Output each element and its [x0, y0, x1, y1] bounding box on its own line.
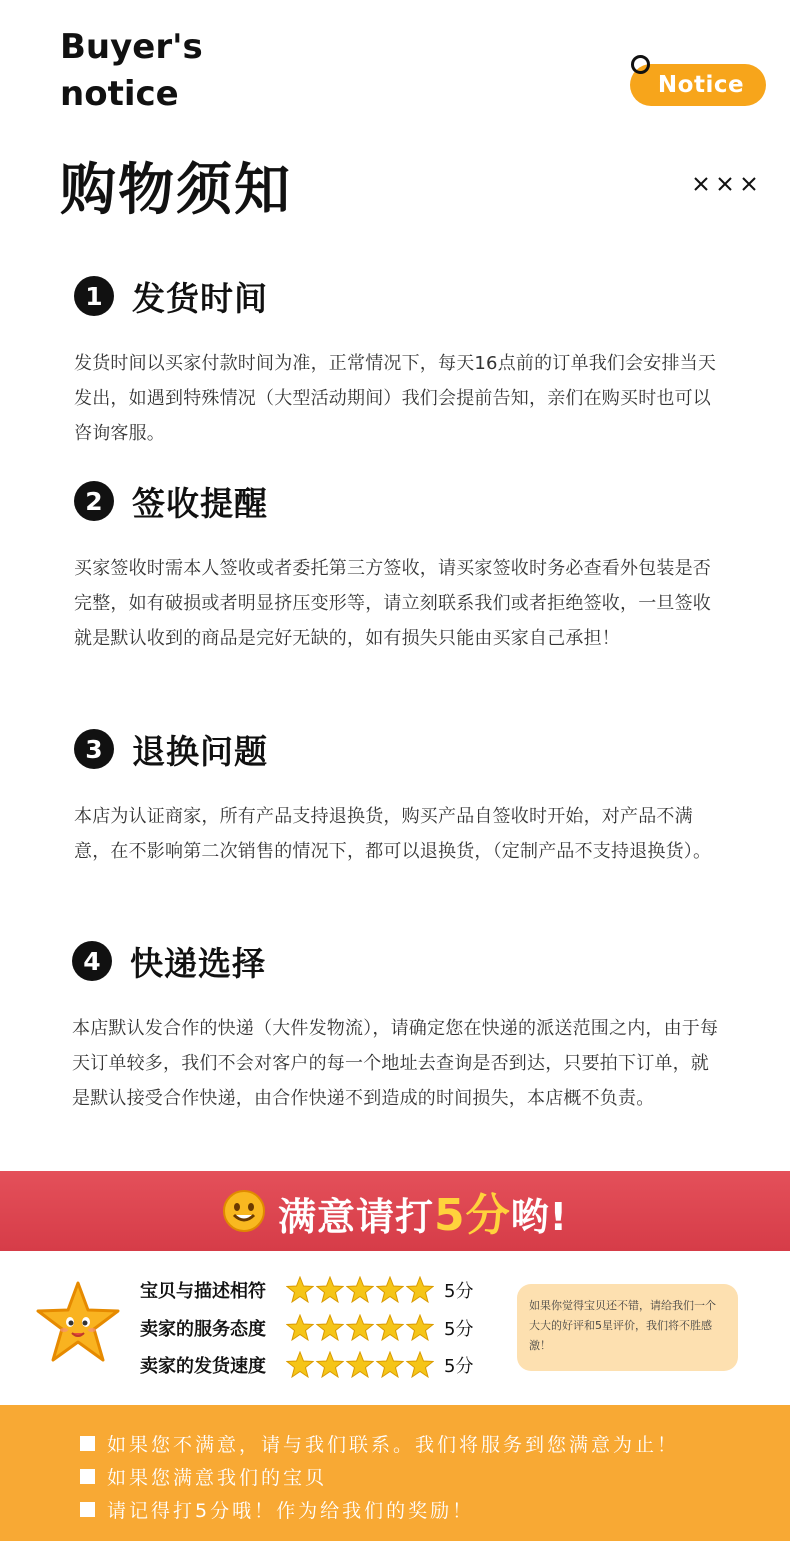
- footer-line: [80, 1463, 327, 1490]
- section-body: 本店为认证商家，所有产品支持退换货，购买产品自签收时开始，对产品不满意，在不影响第二次销售的情况下，都可以退换货，（定制产品不支持退换货）。: [74, 806, 712, 862]
- rating-label: 卖家的发货速度: [140, 1356, 266, 1377]
- rating-label: 宝贝与描述相符: [140, 1281, 266, 1302]
- section-title: 快递选择: [130, 943, 266, 983]
- number-badge: 3: [74, 729, 114, 769]
- number-badge: 4: [72, 941, 112, 981]
- star-rating: [286, 1276, 434, 1304]
- rating-row-description: [140, 1272, 473, 1308]
- rating-score: 5分: [444, 1281, 474, 1302]
- rating-banner-suffix: 哟!: [510, 1195, 568, 1239]
- section-body: 发货时间以买家付款时间为准，正常情况下，每天16点前的订单我们会安排当天发出，如遇到特殊情况（大型活动期间）我们会提前告知，亲们在购买时也可以咨询客服。: [74, 353, 717, 444]
- page-title: 购物须知: [60, 158, 292, 223]
- review-request-bubble: 如果你觉得宝贝还不错，请给我们一个大大的好评和5星评价，我们将不胜感激！: [517, 1284, 738, 1371]
- section-shipping-time: [74, 272, 724, 451]
- footer-line: [80, 1430, 679, 1457]
- star-icon: [316, 1314, 344, 1342]
- star-icon: [316, 1276, 344, 1304]
- star-rating: [286, 1314, 434, 1342]
- section-body: 买家签收时需本人签收或者委托第三方签收，请买家签收时务必查看外包装是否完整，如有破损或者明显挤压变形等，请立刻联系我们或者拒绝签收，一旦签收就是默认收到的商品是完好无缺的，如有损失只能由买家自己承担！: [74, 558, 711, 649]
- notice-badge: Notice: [630, 64, 766, 106]
- star-icon: [346, 1314, 374, 1342]
- star-icon: [286, 1276, 314, 1304]
- star-icon: [286, 1351, 314, 1379]
- footer-line-text: 如果您满意我们的宝贝: [107, 1467, 328, 1489]
- rating-score: 5分: [444, 1319, 474, 1340]
- star-icon: [406, 1351, 434, 1379]
- rating-banner: [0, 1171, 790, 1251]
- star-icon: [376, 1351, 404, 1379]
- section-body: 本店默认发合作的快递（大件发物流），请确定您在快递的派送范围之内，由于每天订单较多，我们不会对客户的每一个地址去查询是否到达，只要拍下订单，就是默认接受合作快递，由合作快递不到造成的时间损失，本店概不负责。: [72, 1018, 719, 1109]
- decorative-marks: [693, 176, 757, 192]
- section-header: [72, 937, 726, 985]
- footer-line-text: 如果您不满意，请与我们联系。我们将服务到您满意为止！: [107, 1434, 680, 1456]
- number-badge: 1: [74, 276, 114, 316]
- rating-label: 卖家的服务态度: [140, 1319, 266, 1340]
- circle-icon: [631, 55, 650, 74]
- cross-icon: [693, 176, 709, 192]
- star-icon: [316, 1351, 344, 1379]
- footer-line-text: 请记得打5分哦！作为给我们的奖励！: [107, 1500, 475, 1522]
- star-icon: [376, 1276, 404, 1304]
- footer-line: [80, 1496, 474, 1523]
- english-title-line2: notice: [60, 74, 179, 114]
- star-icon: [406, 1314, 434, 1342]
- rating-row-shipping: [140, 1347, 473, 1383]
- star-rating: [286, 1351, 434, 1379]
- rating-banner-five: 5分: [434, 1190, 511, 1241]
- star-icon: [346, 1351, 374, 1379]
- section-header: [74, 725, 724, 773]
- star-icon: [286, 1314, 314, 1342]
- rating-banner-prefix: 满意请打: [278, 1195, 435, 1239]
- section-returns: [74, 725, 724, 869]
- smiley-icon: [222, 1189, 266, 1233]
- rating-row-service: [140, 1310, 473, 1346]
- star-icon: [376, 1314, 404, 1342]
- cross-icon: [717, 176, 733, 192]
- section-header: [74, 477, 724, 525]
- square-bullet-icon: [80, 1502, 95, 1517]
- star-icon: [406, 1276, 434, 1304]
- square-bullet-icon: [80, 1436, 95, 1451]
- rating-banner-text: [278, 1179, 568, 1243]
- section-sign-reminder: [74, 477, 724, 656]
- rating-score: 5分: [444, 1356, 474, 1377]
- section-courier: [72, 937, 726, 1116]
- cross-icon: [741, 176, 757, 192]
- star-mascot-icon: [34, 1280, 122, 1364]
- section-title: 签收提醒: [132, 483, 268, 523]
- section-title: 发货时间: [132, 278, 268, 318]
- star-icon: [346, 1276, 374, 1304]
- number-badge: 2: [74, 481, 114, 521]
- section-header: [74, 272, 724, 320]
- english-title: [60, 24, 203, 118]
- square-bullet-icon: [80, 1469, 95, 1484]
- section-title: 退换问题: [132, 731, 268, 771]
- english-title-line1: Buyer's: [60, 27, 203, 67]
